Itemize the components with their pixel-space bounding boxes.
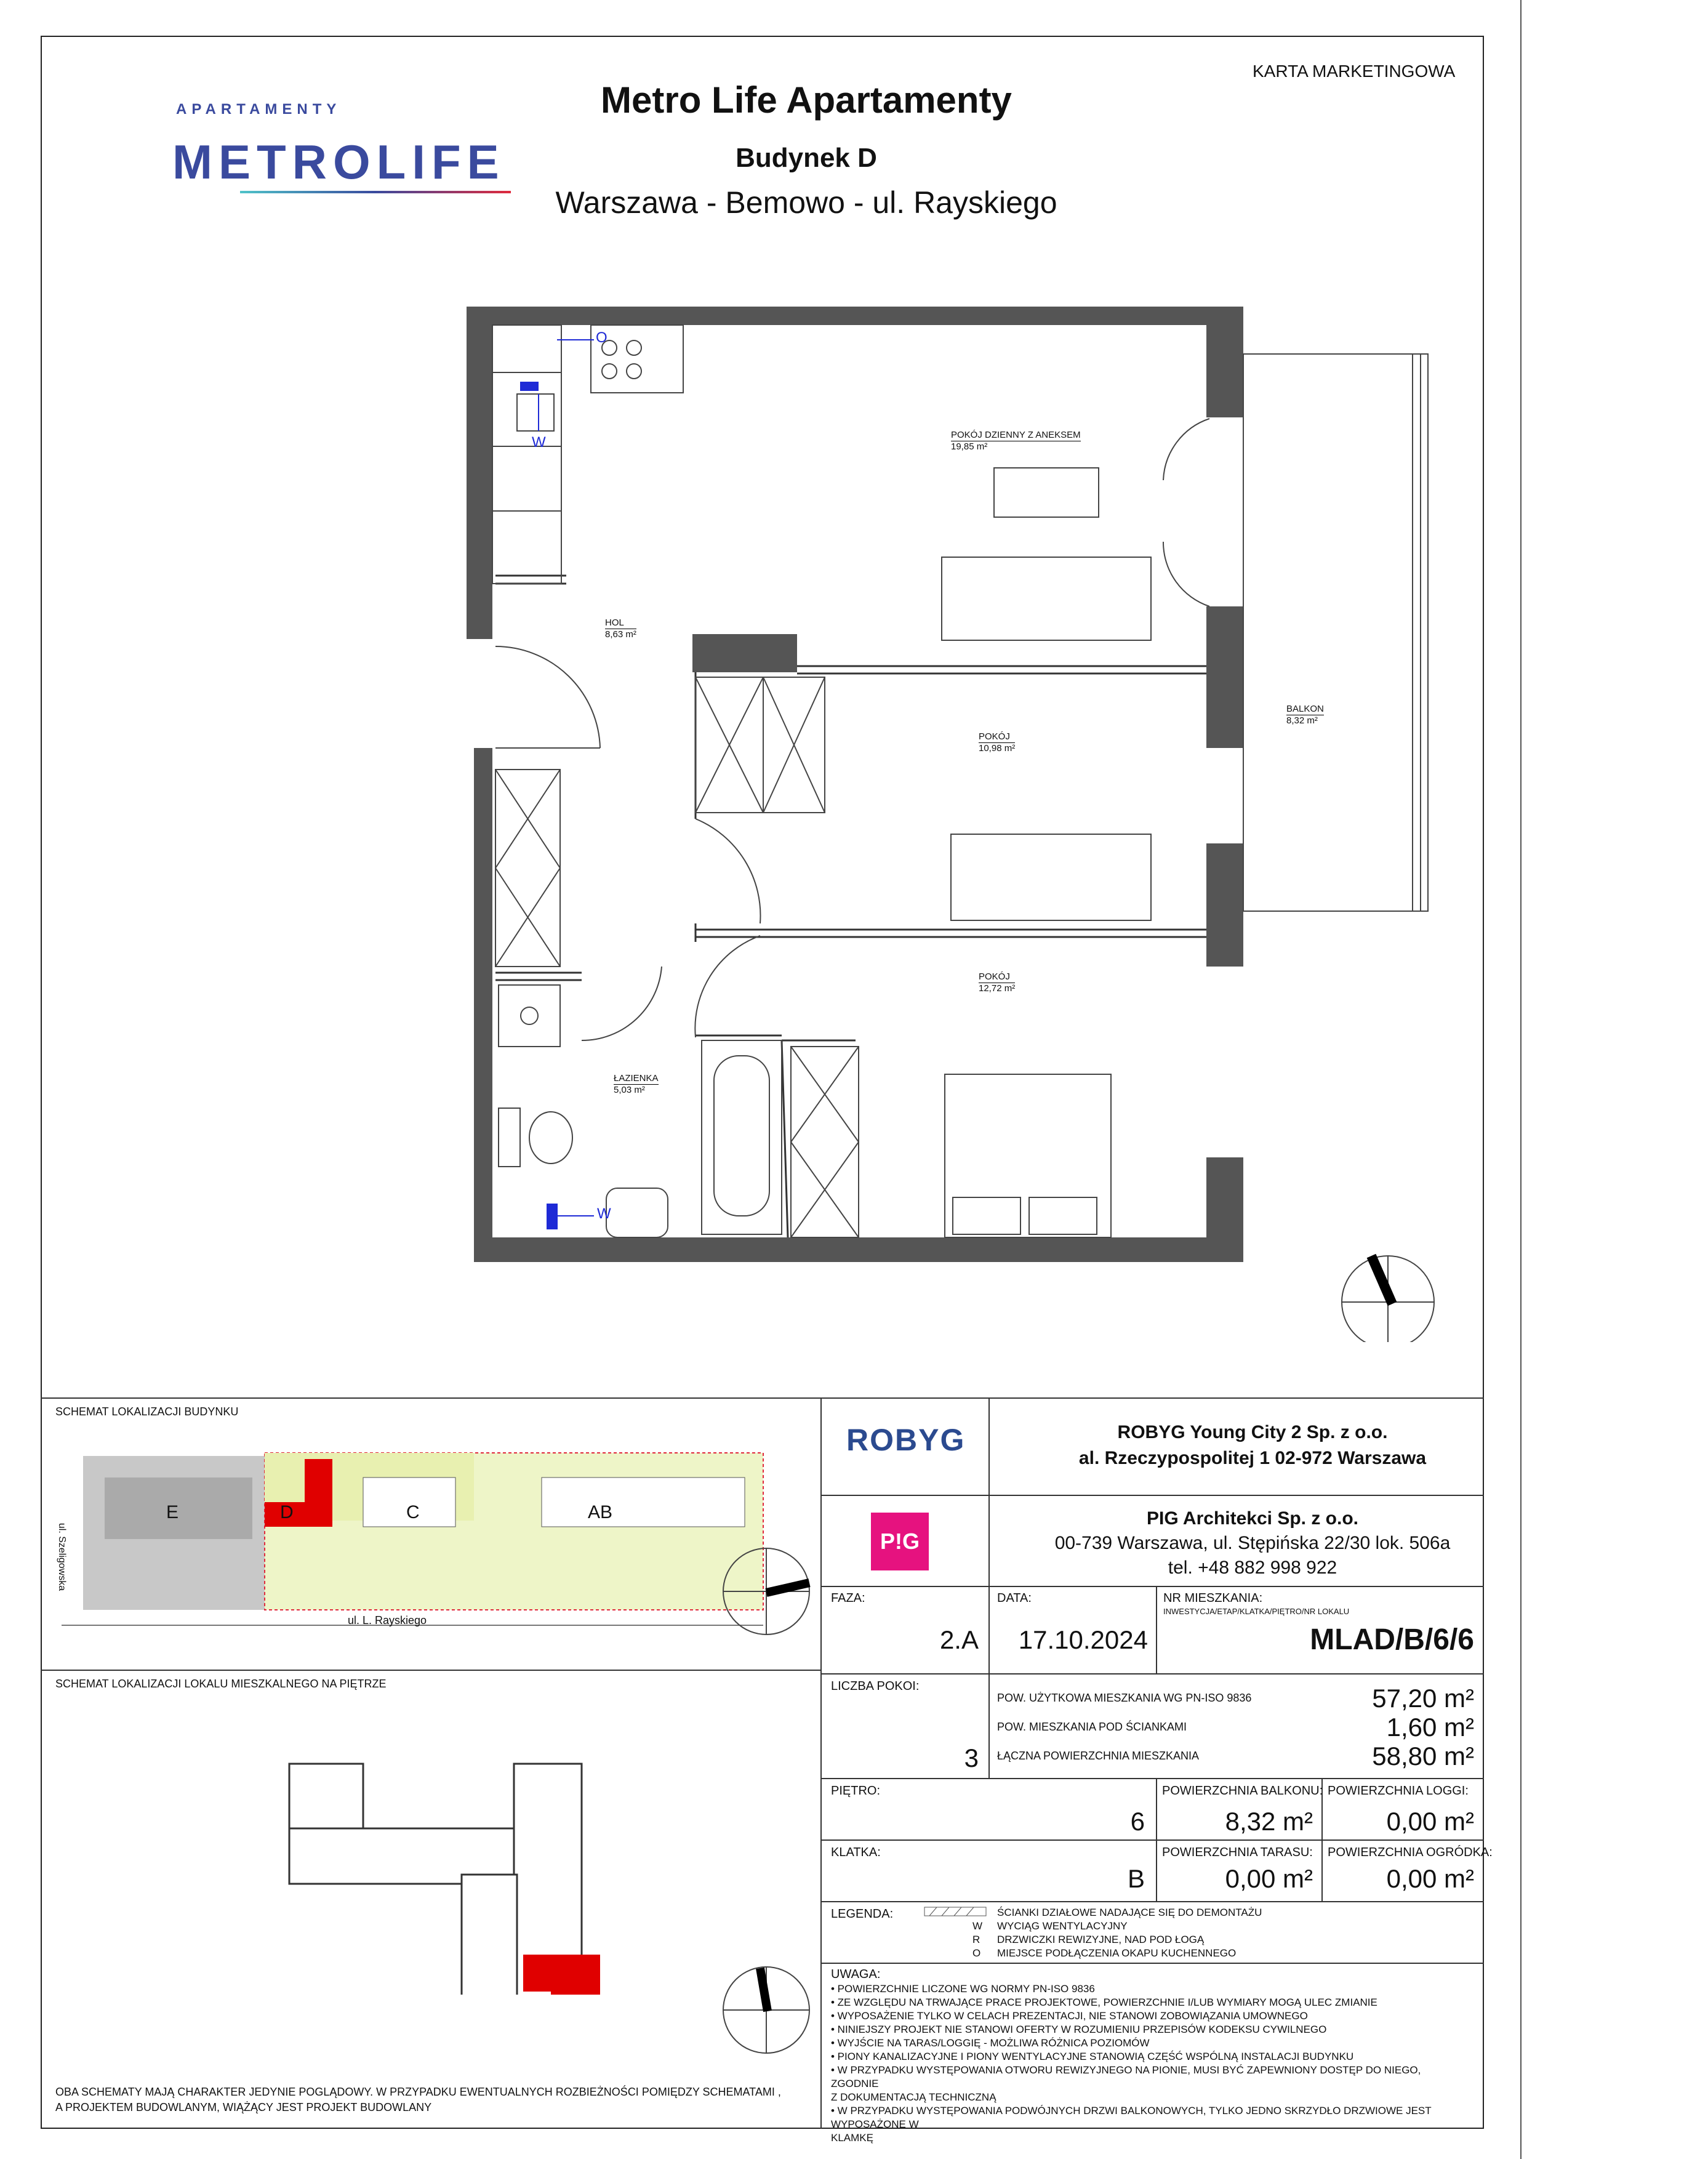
apartment-highlight bbox=[551, 1955, 600, 1995]
building-label-c: C bbox=[406, 1502, 420, 1522]
wall-right-3 bbox=[1206, 843, 1243, 967]
wall-bottom bbox=[474, 1237, 1243, 1262]
room-area: 10,98 m² bbox=[979, 743, 1016, 754]
compass-site bbox=[717, 1542, 816, 1641]
note-item: • PIONY KANALIZACYJNE I PIONY WENTYLACYJNE STANOWIĄ CZĘŚĆ WSPÓLNĄ INSTALACJI BUDYNKU bbox=[831, 2051, 1354, 2062]
room-name: ŁAZIENKA bbox=[614, 1073, 659, 1084]
vent-markers bbox=[520, 382, 558, 1229]
developer-name: ROBYG Young City 2 Sp. z o.o. bbox=[1117, 1422, 1388, 1442]
okap-marker: O bbox=[596, 329, 607, 346]
data-value: 17.10.2024 bbox=[1018, 1625, 1148, 1654]
building-label-ab: AB bbox=[588, 1502, 613, 1522]
architect-phone: tel. +48 882 998 922 bbox=[1168, 1558, 1337, 1578]
logo-top-text: APARTAMENTY bbox=[176, 101, 342, 118]
pietro-value: 6 bbox=[1130, 1807, 1145, 1836]
room-area: 8,63 m² bbox=[605, 629, 636, 640]
wall-left-upper bbox=[467, 307, 492, 639]
room-area: 8,32 m² bbox=[1286, 715, 1318, 726]
furniture bbox=[495, 468, 1151, 1237]
legend-sym-w: W bbox=[972, 1920, 983, 1932]
notes-title: UWAGA: bbox=[831, 1968, 881, 1981]
vent-marker-bathroom: W bbox=[597, 1205, 611, 1222]
klatka-label: KLATKA: bbox=[831, 1846, 881, 1859]
balkon-value: 8,32 m² bbox=[1225, 1807, 1313, 1836]
apartment-highlight-2 bbox=[523, 1955, 554, 1992]
divider-logos bbox=[988, 1397, 990, 1586]
note-item: • W PRZYPADKU WYSTĘPOWANIA OTWORU REWIZYJNEGO NA PIONIE, MUSI BYĆ ZAPEWNIONY DOSTĘP DO NIEGO, ZGODNIE bbox=[831, 2064, 1421, 2089]
legend-sym-o: O bbox=[972, 1947, 981, 1959]
room-name: HOL bbox=[605, 617, 636, 629]
nr-label: NR MIESZKANIA: bbox=[1163, 1591, 1263, 1605]
pietro-label: PIĘTRO: bbox=[831, 1784, 881, 1798]
divider-developer-architect bbox=[820, 1495, 1484, 1496]
note-item: • WYJŚCIE NA TARAS/LOGGIĘ - MOŻLIWA RÓŻNICA POZIOMÓW bbox=[831, 2037, 1150, 2049]
marker-arrows bbox=[539, 340, 594, 1216]
liczba-label: LICZBA POKOI: bbox=[831, 1679, 920, 1693]
robyg-logo: ROBYG bbox=[846, 1423, 966, 1457]
logo-main-text: METROLIFE bbox=[172, 135, 505, 189]
legend-item-2: WYCIĄG WENTYLACYJNY bbox=[997, 1920, 1128, 1932]
grid-v2 bbox=[1156, 1586, 1157, 1673]
wall-right-4 bbox=[1206, 1157, 1243, 1262]
page-title: Metro Life Apartamenty bbox=[601, 79, 1012, 121]
liczba-value: 3 bbox=[964, 1743, 979, 1772]
notes-list bbox=[831, 1982, 1471, 2145]
site-scheme bbox=[62, 1428, 819, 1650]
note-item: • NINIEJSZY PROJEKT NIE STANOWI OFERTY W ROZUMIENIU PRZEPISÓW KODEKSU CYWILNEGO bbox=[831, 2024, 1327, 2035]
note-item: • ZE WZGLĘDU NA TRWAJĄCE PRACE PROJEKTOWE, POWIERZCHNIE I/LUB WYMIARY MOGĄ ULEC ZMIANIE bbox=[831, 1996, 1377, 2008]
wall-right-2 bbox=[1206, 606, 1243, 748]
legend-sym-r: R bbox=[972, 1934, 980, 1945]
faza-value: 2.A bbox=[939, 1625, 979, 1654]
compass-floor bbox=[717, 1961, 816, 2059]
building-ab-footprint bbox=[542, 1478, 745, 1527]
laczna-value: 58,80 m² bbox=[1372, 1742, 1474, 1771]
kitchen bbox=[492, 325, 683, 584]
note-item: • WYPOSAŻENIE TYLKO W CELACH PREZENTACJI, NIE STANOWI ZOBOWIĄZANIA UMOWNEGO bbox=[831, 2010, 1308, 2022]
pow-scianki-label: POW. MIESZKANIA POD ŚCIANKAMI bbox=[997, 1721, 1187, 1733]
building-d-footprint-2 bbox=[305, 1459, 332, 1527]
legend-item-3: DRZWICZKI REWIZYJNE, NAD POD ŁOGĄ bbox=[997, 1934, 1205, 1945]
compass-main bbox=[1342, 1256, 1434, 1342]
building-name: Budynek D bbox=[736, 143, 877, 173]
room-name: BALKON bbox=[1286, 704, 1324, 714]
grid-h4 bbox=[820, 1901, 1484, 1902]
architect-name: PIG Architekci Sp. z o.o. bbox=[1147, 1508, 1358, 1529]
taras-value: 0,00 m² bbox=[1225, 1864, 1313, 1893]
room-label-balkon bbox=[1286, 704, 1324, 726]
outer-walls bbox=[467, 307, 1243, 1262]
grid-h5 bbox=[820, 1963, 1484, 1964]
floor-scheme bbox=[252, 1748, 622, 1995]
ogrodek-value: 0,00 m² bbox=[1386, 1864, 1474, 1893]
street-szeligowska: ul. Szeligowska bbox=[57, 1522, 67, 1591]
divider-site-floor bbox=[41, 1670, 820, 1671]
partitions bbox=[495, 576, 1206, 1237]
legend-hatch-icon bbox=[923, 1906, 991, 1918]
nr-value: MLAD/B/6/6 bbox=[1310, 1623, 1474, 1656]
balkon-label: POWIERZCHNIA BALKONU: bbox=[1162, 1784, 1323, 1798]
ogrodek-label: POWIERZCHNIA OGRÓDKA: bbox=[1328, 1846, 1493, 1859]
pow-uzytkowa-label: POW. UŻYTKOWA MIESZKANIA WG PN-ISO 9836 bbox=[997, 1692, 1252, 1704]
room-label-pokoj-1 bbox=[979, 731, 1015, 754]
room-name: POKÓJ bbox=[979, 971, 1015, 983]
data-label: DATA: bbox=[997, 1591, 1032, 1605]
loggia-value: 0,00 m² bbox=[1386, 1807, 1474, 1836]
grid-h2 bbox=[820, 1778, 1484, 1779]
developer-address: al. Rzeczypospolitej 1 02-972 Warszawa bbox=[1078, 1448, 1427, 1468]
wall-left-lower bbox=[474, 748, 492, 1253]
doors bbox=[495, 419, 1209, 1040]
note-item: • W PRZYPADKU WYSTĘPOWANIA PODWÓJNYCH DRZWI BALKONOWYCH, TYLKO JEDNO SKRZYDŁO DRZWIOWE JEST WYPOSAŻONE W bbox=[831, 2105, 1432, 2130]
divider-bottom-section bbox=[41, 1397, 1484, 1399]
grid-v1 bbox=[988, 1586, 990, 1673]
room-label-living bbox=[951, 430, 1081, 452]
legend-title: LEGENDA: bbox=[831, 1907, 894, 1921]
site-scheme-title: SCHEMAT LOKALIZACJI BUDYNKU bbox=[55, 1405, 239, 1418]
legend-item-4: MIEJSCE PODŁĄCZENIA OKAPU KUCHENNEGO bbox=[997, 1947, 1237, 1959]
wall-top bbox=[467, 307, 1243, 325]
room-name: POKÓJ DZIENNY Z ANEKSEM bbox=[951, 430, 1081, 440]
building-label-d: D bbox=[280, 1502, 294, 1522]
disclaimer-line-1: OBA SCHEMATY MAJĄ CHARAKTER JEDYNIE POGLĄDOWY. W PRZYPADKU EWENTUALNYCH ROZBIEŻNOŚCI POMIĘDZY SCHEMATAMI , bbox=[55, 2086, 781, 2098]
floor-wing-right-2 bbox=[462, 1875, 517, 1995]
street-rayskiego: ul. L. Rayskiego bbox=[348, 1614, 427, 1626]
grid-v3 bbox=[988, 1673, 990, 1778]
room-name: POKÓJ bbox=[979, 731, 1015, 743]
room-label-pokoj-2 bbox=[979, 971, 1015, 994]
pow-scianki-value: 1,60 m² bbox=[1386, 1713, 1474, 1742]
legend-item-1: ŚCIANKI DZIAŁOWE NADAJĄCE SIĘ DO DEMONTAŻU bbox=[997, 1907, 1262, 1918]
note-item: KLAMKĘ bbox=[831, 2132, 873, 2144]
architect-address: 00-739 Warszawa, ul. Stępińska 22/30 lok. 506a bbox=[1054, 1533, 1451, 1553]
building-label-e: E bbox=[166, 1502, 179, 1522]
wall-column bbox=[692, 634, 797, 672]
divider-architect-info bbox=[820, 1586, 1484, 1587]
grid-h1 bbox=[820, 1673, 1484, 1675]
note-item: Z DOKUMENTACJĄ TECHNICZNĄ bbox=[831, 2091, 996, 2103]
klatka-value: B bbox=[1127, 1864, 1145, 1893]
nr-sublabel: INWESTYCJA/ETAP/KLATKA/PIĘTRO/NR LOKALU bbox=[1163, 1607, 1350, 1616]
grid-h3 bbox=[820, 1839, 1484, 1841]
faza-label: FAZA: bbox=[831, 1591, 865, 1605]
floor-scheme-title: SCHEMAT LOKALIZACJI LOKALU MIESZKALNEGO NA PIĘTRZE bbox=[55, 1678, 387, 1690]
room-area: 12,72 m² bbox=[979, 983, 1016, 994]
pig-logo: P!G bbox=[871, 1513, 929, 1570]
disclaimer-line-2: A PROJEKTEM BUDOWLANYM, WIĄŻĄCY JEST PROJEKT BUDOWLANY bbox=[55, 2101, 432, 2113]
address: Warszawa - Bemowo - ul. Rayskiego bbox=[555, 185, 1057, 220]
laczna-label: ŁĄCZNA POWIERZCHNIA MIESZKANIA bbox=[997, 1750, 1200, 1762]
loggia-label: POWIERZCHNIA LOGGI: bbox=[1328, 1784, 1469, 1798]
pow-uzytkowa-value: 57,20 m² bbox=[1372, 1684, 1474, 1713]
room-label-hol bbox=[605, 617, 636, 640]
vent-marker-kitchen: W bbox=[532, 434, 546, 451]
room-label-lazienka bbox=[614, 1073, 659, 1096]
taras-label: POWIERZCHNIA TARASU: bbox=[1162, 1846, 1313, 1859]
divider-left-right bbox=[820, 1397, 822, 2129]
wall-right-1 bbox=[1206, 307, 1243, 417]
room-area: 5,03 m² bbox=[614, 1085, 645, 1095]
room-area: 19,85 m² bbox=[951, 441, 988, 452]
marketing-card-label: KARTA MARKETINGOWA bbox=[1253, 62, 1456, 81]
balcony bbox=[1243, 354, 1428, 911]
note-item: • POWIERZCHNIE LICZONE WG NORMY PN-ISO 9836 bbox=[831, 1983, 1095, 1995]
